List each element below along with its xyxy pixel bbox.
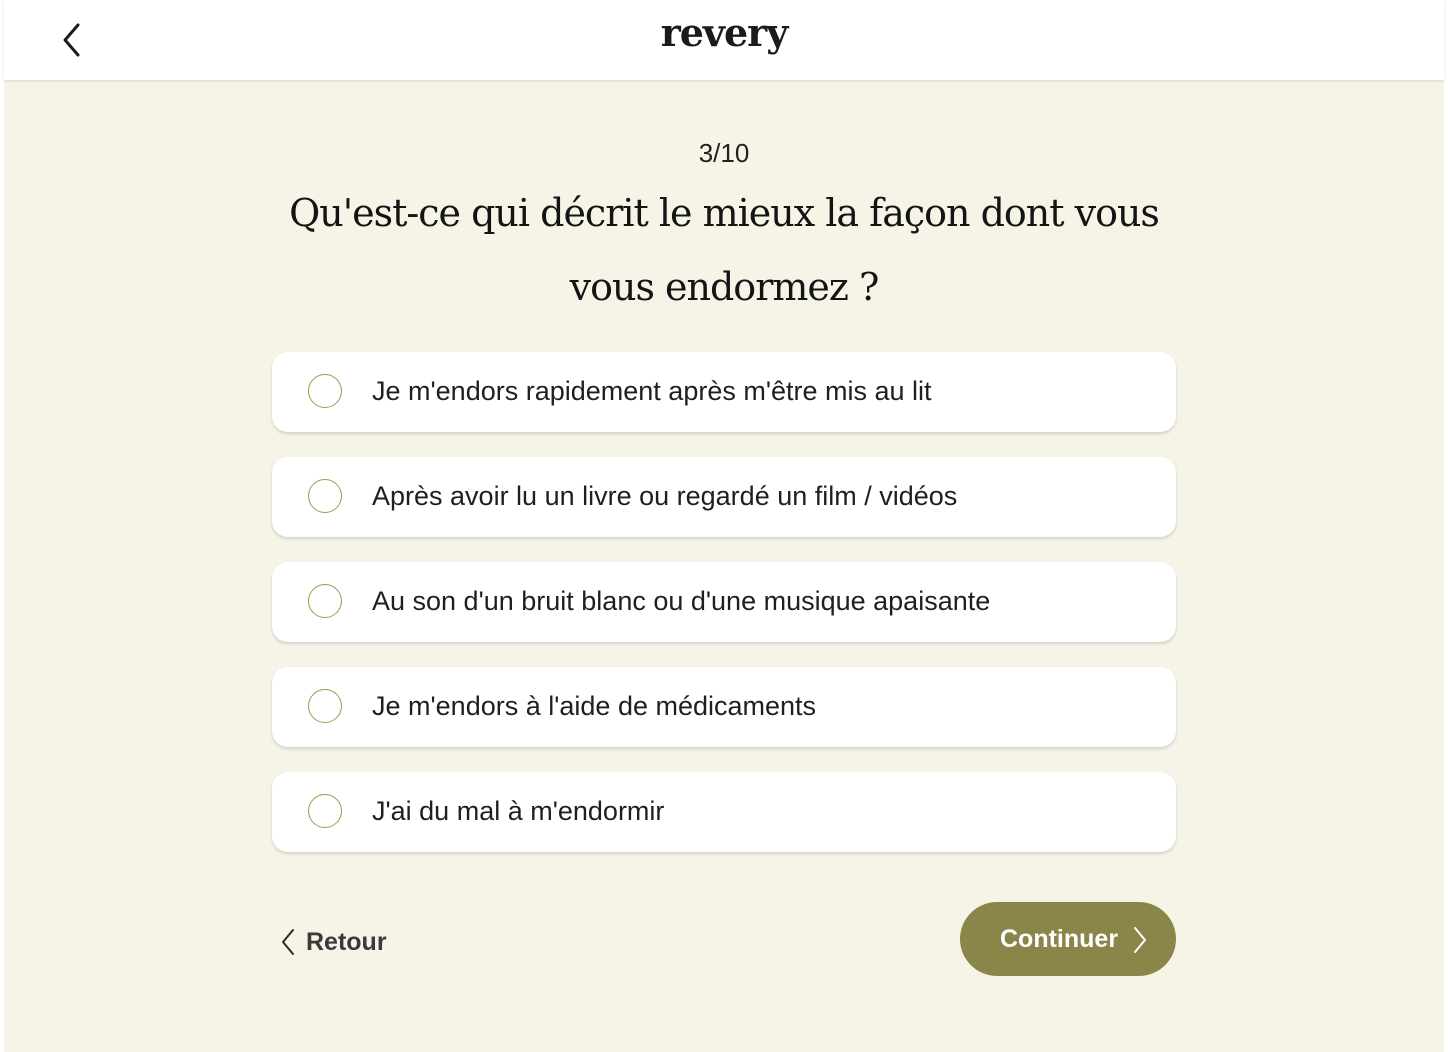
continue-label: Continuer <box>1000 925 1119 953</box>
question-line-1: Qu'est-ce qui décrit le mieux la façon dont vous <box>289 191 1159 235</box>
question-line-2: vous endormez ? <box>569 265 879 309</box>
radio-button[interactable] <box>308 584 342 618</box>
radio-button[interactable] <box>308 794 342 828</box>
quiz-page <box>4 0 1444 1052</box>
option-label: J'ai du mal à m'endormir <box>372 796 665 826</box>
brand-logo: revery <box>660 10 788 55</box>
option-label: Je m'endors à l'aide de médicaments <box>372 691 817 721</box>
retour-label: Retour <box>306 927 387 956</box>
chevron-left-icon <box>280 928 296 956</box>
options-list <box>272 352 1176 877</box>
option-medication[interactable] <box>272 667 1176 747</box>
option-white-noise-music[interactable] <box>272 562 1176 642</box>
option-after-book-or-film[interactable] <box>272 457 1176 537</box>
retour-link[interactable] <box>280 922 387 962</box>
question-title <box>274 176 1174 324</box>
option-trouble-sleeping[interactable] <box>272 772 1176 852</box>
top-header <box>4 0 1444 80</box>
option-label: Je m'endors rapidement après m'être mis au lit <box>372 376 932 406</box>
radio-button[interactable] <box>308 374 342 408</box>
continue-button[interactable] <box>960 902 1176 976</box>
step-counter: 3/10 <box>698 138 750 168</box>
chevron-right-icon <box>1132 926 1148 954</box>
option-label: Au son d'un bruit blanc ou d'une musique apaisante <box>372 586 991 616</box>
option-label: Après avoir lu un livre ou regardé un film / vidéos <box>372 481 958 511</box>
radio-button[interactable] <box>308 689 342 723</box>
option-fall-asleep-quickly[interactable] <box>272 352 1176 432</box>
radio-button[interactable] <box>308 479 342 513</box>
